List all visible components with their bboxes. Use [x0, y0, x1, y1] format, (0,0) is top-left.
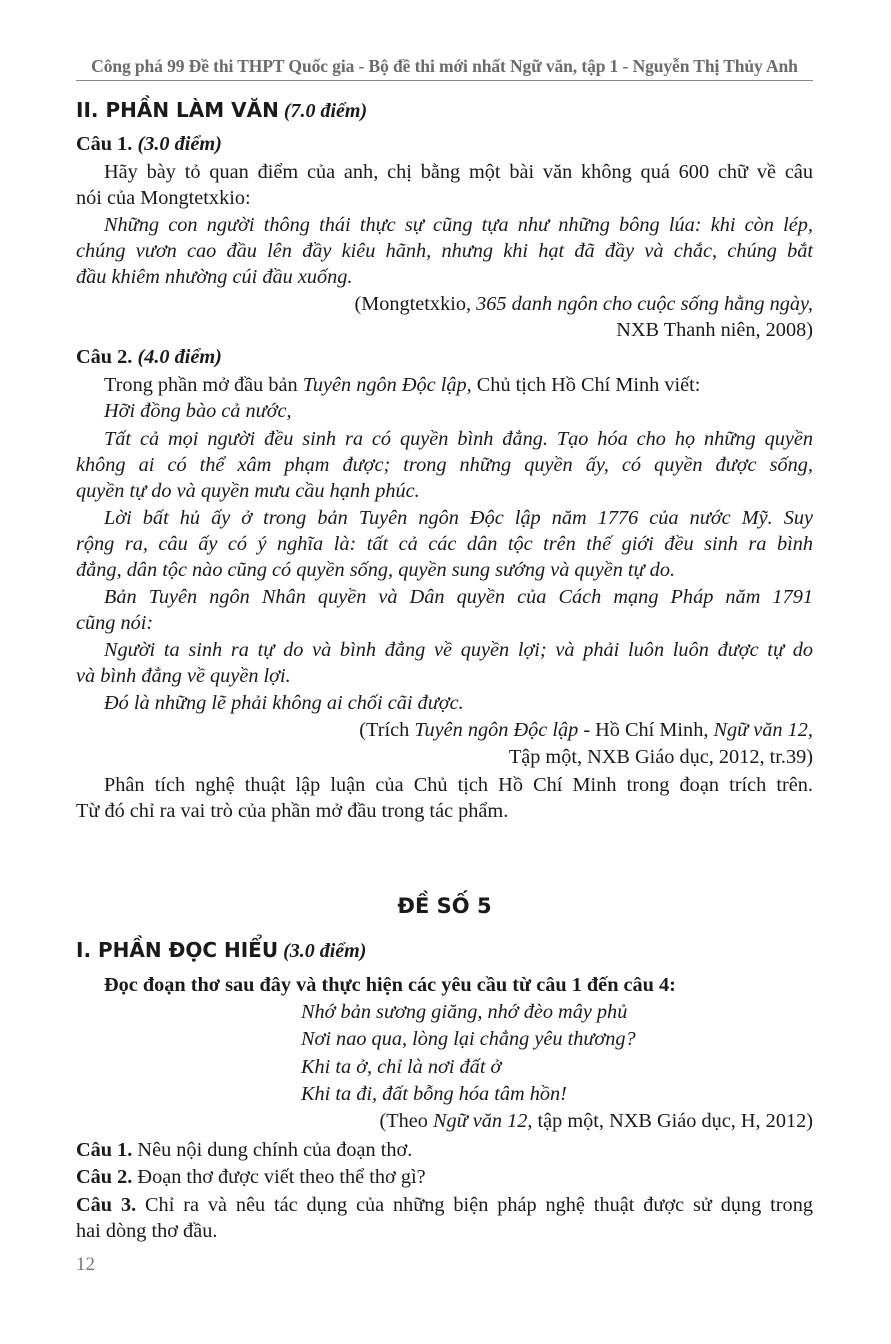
q2-intro	[76, 372, 813, 398]
q2-line-2: Tất cả mọi người đều sinh ra có quyền bình đẳng. Tạo hóa cho họ những quyền	[104, 428, 813, 450]
q2-intro-b: Tuyên ngôn Độc lập,	[302, 374, 472, 396]
q1-points: (3.0 điểm)	[137, 133, 222, 155]
page-number: 12	[76, 1254, 95, 1275]
q2-intro-c: Chủ tịch Hồ Chí Minh viết:	[471, 374, 701, 396]
q1-label: Câu 1.	[76, 133, 133, 155]
q1-source-1	[76, 291, 813, 317]
q2-line-5: Lời bất hủ ấy ở trong bản Tuyên ngôn Độc lập năm 1776 của nước Mỹ. Suy	[104, 507, 813, 529]
q2-source-b: Tuyên ngôn Độc lập	[414, 719, 579, 741]
q2-source-c: - Hồ Chí Minh,	[578, 719, 714, 741]
q1-line-2: nói của Mongtetxkio:	[76, 187, 251, 209]
running-header: Công phá 99 Đề thi THPT Quốc gia - Bộ đề thi mới nhất Ngữ văn, tập 1 - Nguyễn Thị Thủy Anh	[91, 56, 798, 76]
q1-quote-1: Những con người thông thái thực sự cũng tựa như những bông lúa: khi còn lép,	[104, 214, 813, 236]
part2-points: (7.0 điểm)	[283, 100, 368, 122]
q1-line-1: Hãy bày tỏ quan điểm của anh, chị bằng một bài văn không quá 600 chữ về câu	[104, 161, 813, 183]
q2-label: Câu 2.	[76, 346, 133, 368]
q2-line-9: cũng nói:	[76, 612, 154, 634]
poem-line-2: Nơi nao qua, lòng lại chẳng yêu thương?	[301, 1028, 636, 1050]
q2-source-d: Ngữ văn 12,	[713, 719, 813, 741]
part1-points: (3.0 điểm)	[283, 940, 367, 962]
exam-title: ĐỀ SỐ 5	[397, 894, 492, 918]
q2-source-2: Tập một, NXB Giáo dục, 2012, tr.39)	[508, 746, 813, 768]
part1-heading-text: I. PHẦN ĐỌC HIỂU	[76, 938, 279, 962]
q2-source-a: (Trích	[359, 719, 415, 741]
q2-line-4: quyền tự do và quyền mưu cầu hạnh phúc.	[76, 480, 420, 502]
de5-q2-text: Đoạn thơ được viết theo thể thơ gì?	[132, 1166, 426, 1188]
q2-intro-a: Trong phần mở đầu bản	[104, 374, 303, 396]
q2-line-3: không ai có thể xâm phạm được; trong những quyền ấy, có quyền được sống,	[76, 454, 813, 476]
de5-q3-line-2: hai dòng thơ đầu.	[76, 1220, 218, 1242]
q2-task-2: Từ đó chỉ ra vai trò của phần mở đầu trong tác phẩm.	[76, 800, 509, 822]
poem-source-b: Ngữ văn 12,	[432, 1110, 533, 1132]
q2-line-6: rộng ra, câu ấy có ý nghĩa là: tất cả các dân tộc trên thế giới đều sinh ra bình	[76, 533, 813, 555]
de5-q1-label: Câu 1.	[76, 1139, 133, 1161]
q1-heading	[76, 131, 813, 157]
q1-source-2: NXB Thanh niên, 2008)	[616, 319, 813, 341]
q1-quote-3: đầu khiêm nhường cúi đầu xuống.	[76, 266, 353, 288]
poem-line-1: Nhớ bản sương giăng, nhớ đèo mây phủ	[301, 1001, 628, 1023]
q2-line-12: Đó là những lẽ phải không ai chối cãi được.	[104, 692, 464, 714]
q2-line-10: Người ta sinh ra tự do và bình đẳng về quyền lợi; và phải luôn luôn được tự do	[104, 639, 813, 661]
q2-line-7: đẳng, dân tộc nào cũng có quyền sống, quyền sung sướng và quyền tự do.	[76, 559, 676, 581]
q1-quote-2: chúng vươn cao đầu lên đầy kiêu hãnh, nhưng khi hạt đã đầy và chắc, chúng bắt	[76, 240, 813, 262]
q1-source-book: 365 danh ngôn cho cuộc sống hằng ngày,	[476, 293, 813, 315]
q2-source-1	[76, 717, 813, 743]
q2-heading	[76, 344, 813, 370]
de5-q1	[76, 1137, 813, 1163]
q1-source-author: (Mongtetxkio,	[354, 293, 477, 315]
q2-line-11: và bình đẳng về quyền lợi.	[76, 665, 291, 687]
part1-heading	[76, 937, 813, 964]
instruction: Đọc đoạn thơ sau đây và thực hiện các yêu cầu từ câu 1 đến câu 4:	[104, 974, 676, 996]
de5-q2	[76, 1164, 813, 1190]
poem-source-a: (Theo	[379, 1110, 433, 1132]
poem-line-3: Khi ta ở, chỉ là nơi đất ở	[301, 1056, 502, 1078]
q2-task-1: Phân tích nghệ thuật lập luận của Chủ tịch Hồ Chí Minh trong đoạn trích trên.	[104, 774, 813, 796]
part2-heading	[76, 97, 813, 124]
poem-source-c: tập một, NXB Giáo dục, H, 2012)	[532, 1110, 813, 1132]
de5-q3-text-1: Chỉ ra và nêu tác dụng của những biện pháp nghệ thuật được sử dụng trong	[136, 1194, 813, 1216]
q2-points: (4.0 điểm)	[137, 346, 222, 368]
de5-q1-text: Nêu nội dung chính của đoạn thơ.	[132, 1139, 413, 1161]
poem-source	[76, 1108, 813, 1134]
part2-heading-text: II. PHẦN LÀM VĂN	[76, 98, 279, 122]
de5-q3-label: Câu 3.	[76, 1194, 137, 1216]
de5-q3-line-1	[76, 1192, 813, 1218]
q2-line-8: Bản Tuyên ngôn Nhân quyền và Dân quyền của Cách mạng Pháp năm 1791	[104, 586, 813, 608]
de5-q2-label: Câu 2.	[76, 1166, 133, 1188]
header-rule	[76, 80, 813, 81]
q2-line-1: Hỡi đồng bào cả nước,	[104, 400, 292, 422]
poem-line-4: Khi ta đi, đất bỗng hóa tâm hồn!	[301, 1083, 567, 1105]
